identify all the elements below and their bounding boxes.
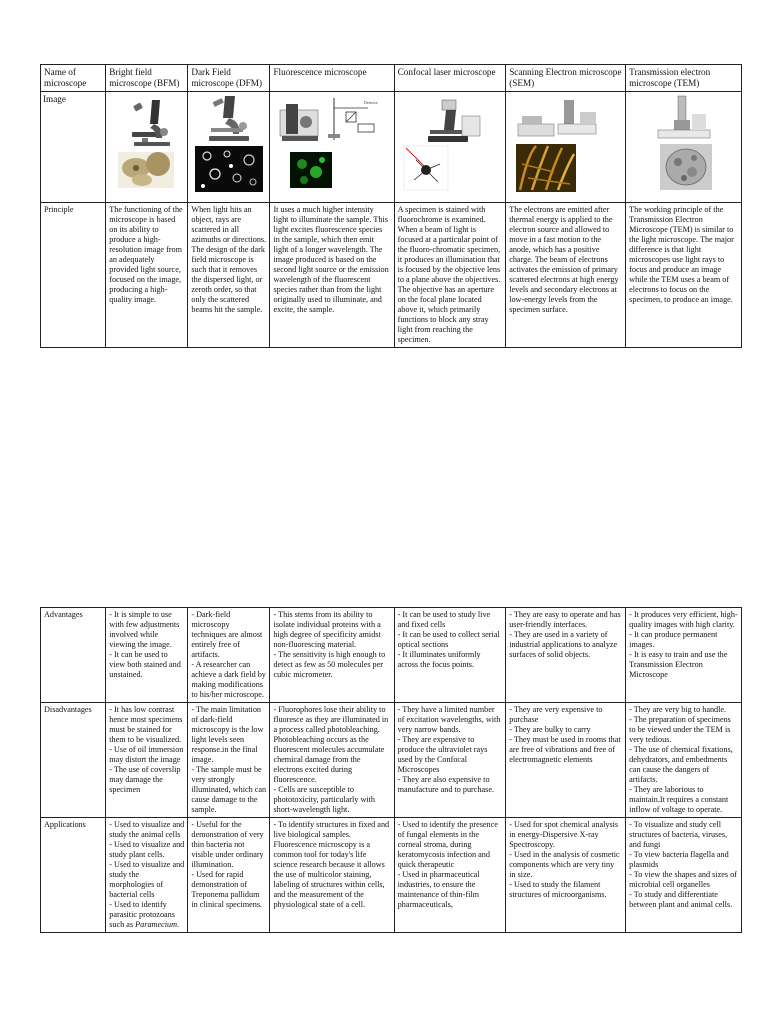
list-item: - It is easy to train and use the Transmission Electron Microscope [629,650,728,679]
principle-tem: The working principle of the Transmission Electron Microscope (TEM) is similar to the light microscope. The major difference is that light microscopes use light rays to focus and produce an image while the TEM uses a beam of electrons to focus on the specimen, to produce an image. [626,203,742,348]
list-item: - They are very expensive to purchase [509,705,603,724]
name-tem: Transmission electron microscope (TEM) [626,65,742,92]
list-item: - To identify structures in fixed and live biological samples. Fluorescence microscopy is a common tool for today's life science research because it allows the use of multicolor staining, labeling of structures within cells, and the measurement of the physiological state of a cell. [273,820,390,909]
list-item: - The main limitation of dark-field microscopy is the low light levels seen response.in the final image. [191,705,264,764]
list-item: - It illuminates uniformly across the focus points. [397,650,481,669]
applications-confocal [394,818,506,933]
image-sem [506,92,626,203]
list-item: - Fluorophores lose their ability to fluoresce as they are illuminated in a process called photobleaching. Photobleaching occurs as the fluorescent molecules accumulate chemical damage from the electrons excited during fluorescence. [273,705,389,784]
list-item: - They are laborious to maintain.It requires a constant inflow of voltage to operate. [629,785,729,814]
bright-field-microscope-photo [112,94,182,194]
list-item: - The sensitivity is high enough to detect as few as 50 molecules per cubic micrometer. [273,650,386,679]
list-item: - To study and differentiate between plant and animal cells. [629,890,733,909]
advantages-confocal [394,608,506,703]
principle-bfm: The functioning of the microscope is based on its ability to produce a high-resolution image from an adequately provided light source, focused on the image, producing a high-quality image. [106,203,188,348]
disadvantages-sem [506,703,626,818]
image-tem [626,92,742,203]
confocal-laser-microscope-photo [402,94,498,194]
row-label-name: Name of microscope [41,65,106,92]
applications-bfm-list [109,820,184,929]
list-item: - It can be used to view both stained and unstained. [109,650,181,679]
list-item: - Used to visualize and study plant cells. [109,840,185,859]
applications-row [41,818,742,933]
list-item: - They have a limited number of excitation wavelengths, with very narrow bands. [397,705,501,734]
principle-confocal: A specimen is stained with fluorochrome is examined. When a beam of light is focused at a particular point of the fluoro-chromatic specimen, it produces an illumination that is focused by the objective lens to a plane above the objectives. The objective has an aperture on the focal plane located above it, which primarily functions to block any stray light from reaching the specimen. [394,203,506,348]
scanning-electron-microscope-photo [514,94,618,194]
list-item: - It can be used to study live and fixed cells [397,610,491,629]
list-item: - Used to visualize and study the animal cells [109,820,185,839]
name-bfm: Bright field microscope (BFM) [106,65,188,92]
list-item: - To view bacteria flagella and plasmids [629,850,729,869]
row-label-principle: Principle [41,203,106,348]
svg-text:Detector: Detector [364,100,378,105]
applications-fluorescence [270,818,394,933]
disadvantages-bfm [106,703,188,818]
image-dfm [188,92,270,203]
list-item: - Used for spot chemical analysis in energy-Dispersive X-ray Spectroscopy. [509,820,619,849]
advantages-dfm [188,608,270,703]
dark-field-microscope-photo [193,94,265,194]
advantages-sem [506,608,626,703]
applications-bfm-end: . [177,920,180,929]
list-item: - They are expensive to produce the ultraviolet rays used by the Confocal Microscopes [397,735,488,774]
list-item: - To view the shapes and sizes of microbial cell organelles [629,870,737,889]
list-item: - Used for rapid demonstration of Treponema pallidum in clinical specimens. [191,870,263,909]
applications-sem [506,818,626,933]
name-dfm: Dark Field microscope (DFM) [188,65,270,92]
transmission-electron-microscope-photo [634,94,734,194]
fluorescence-microscope-photo [276,94,388,194]
principle-fluorescence: It uses a much higher intensity light to illuminate the sample. This light excites fluorescence species in the sample, which then emit light of a longer wavelength. The image produced is based on the second light source or the emission wavelength of the fluorescent species rather than from the light originally used to illuminate, and excite, the sample. [270,203,394,348]
list-item: - This stems from its ability to isolate individual proteins with a high degree of specificity amidst non-fluorescing material. [273,610,381,649]
disadvantages-row [41,703,742,818]
list-item: - Used in pharmaceutical industries, to ensure the maintenance of thin-film pharmaceuticals, [397,870,480,909]
applications-bfm [106,818,188,933]
microscope-comparison-table-top [40,64,742,348]
row-label-image: Image [41,92,106,203]
advantages-tem [626,608,742,703]
list-item: - They are very big to handle. [629,705,727,714]
list-item: - It can produce permanent images. [629,630,718,649]
name-fluorescence: Fluorescence microscope [270,65,394,92]
list-item: - It is simple to use with few adjustments involved while viewing the image. [109,610,180,649]
principle-row [41,203,742,348]
row-label-applications: Applications [41,818,106,933]
list-item: - They are also expensive to manufacture and to purchase. [397,775,495,794]
row-label-advantages: Advantages [41,608,106,703]
advantages-row [41,608,742,703]
list-item: - They are bulky to carry [509,725,591,734]
list-item: - A researcher can achieve a dark field by making modifications to his/her microscope. [191,660,266,699]
list-item: - Use of oil immersion may distort the image [109,745,184,764]
list-item: - They are easy to operate and has user-friendly interfaces. [509,610,621,629]
list-item: - Used to study the filament structures of microorganisms. [509,880,607,899]
list-item: - Used to visualize and study the morphologies of bacterial cells [109,860,185,899]
name-confocal: Confocal laser microscope [394,65,506,92]
list-item: - The preparation of specimens to be viewed under the TEM is very tedious. [629,715,731,744]
list-item: - Used in the analysis of cosmetic components which are very tiny in size. [509,850,620,879]
name-row [41,65,742,92]
advantages-bfm [106,608,188,703]
list-item: - Cells are susceptible to phototoxicity, particularly with short-wavelength light. [273,785,376,814]
list-item: - The use of chemical fixations, dehydrators, and embedments can cause the dangers of artifacts. [629,745,733,784]
applications-tem [626,818,742,933]
principle-sem: The electrons are emitted after thermal energy is applied to the electron source and allowed to move in a fast motion to the anode, which has a positive charge. The beam of electrons activates the emission of primary scattered electrons at high energy levels and secondary electrons at low-energy levels from the specimen surface. [506,203,626,348]
list-item: - Used to identify parasitic protozoans such as [109,900,175,929]
microscope-comparison-table-bottom [40,607,742,933]
row-label-disadvantages: Disadvantages [41,703,106,818]
disadvantages-dfm [188,703,270,818]
applications-dfm [188,818,270,933]
list-item: - It produces very efficient, high-quality images with high clarity. [629,610,738,629]
list-item: - The use of coverslip may damage the specimen [109,765,181,794]
principle-dfm: When light hits an object, rays are scattered in all azimuths or directions. The design of the dark field microscope is such that it removes the dispersed light, or zeroth order, so that only the scattered beams hit the sample. [188,203,270,348]
image-fluorescence [270,92,394,203]
disadvantages-tem [626,703,742,818]
advantages-fluorescence [270,608,394,703]
image-row [41,92,742,203]
list-item: - Dark-field microscopy techniques are almost entirely free of artifacts. [191,610,263,659]
disadvantages-fluorescence [270,703,394,818]
list-item: - They must be used in rooms that are free of vibrations and free of electromagnetic elements [509,735,621,764]
name-sem: Scanning Electron microscope (SEM) [506,65,626,92]
image-confocal [394,92,506,203]
image-bfm [106,92,188,203]
list-item: - They are used in a variety of industrial applications to analyze surfaces of solid objects. [509,630,618,659]
list-item: - It can be used to collect serial optical sections [397,630,500,649]
list-item: - It has low contrast hence most specimens must be stained for them to be visualized. [109,705,183,744]
disadvantages-confocal [394,703,506,818]
list-item: - Useful for the demonstration of very thin bacteria not visible under ordinary illumination. [191,820,264,869]
applications-bfm-italic: Paramecium [135,920,178,929]
list-item: - To visualize and study cell structures of bacteria, viruses, and fungi [629,820,728,849]
list-item: - Used to identify the presence of fungal elements in the corneal stroma, during keratomycosis infection and quick therapeutic [397,820,498,869]
list-item: - The sample must be very strongly illuminated, which can cause damage to the sample. [191,765,267,814]
